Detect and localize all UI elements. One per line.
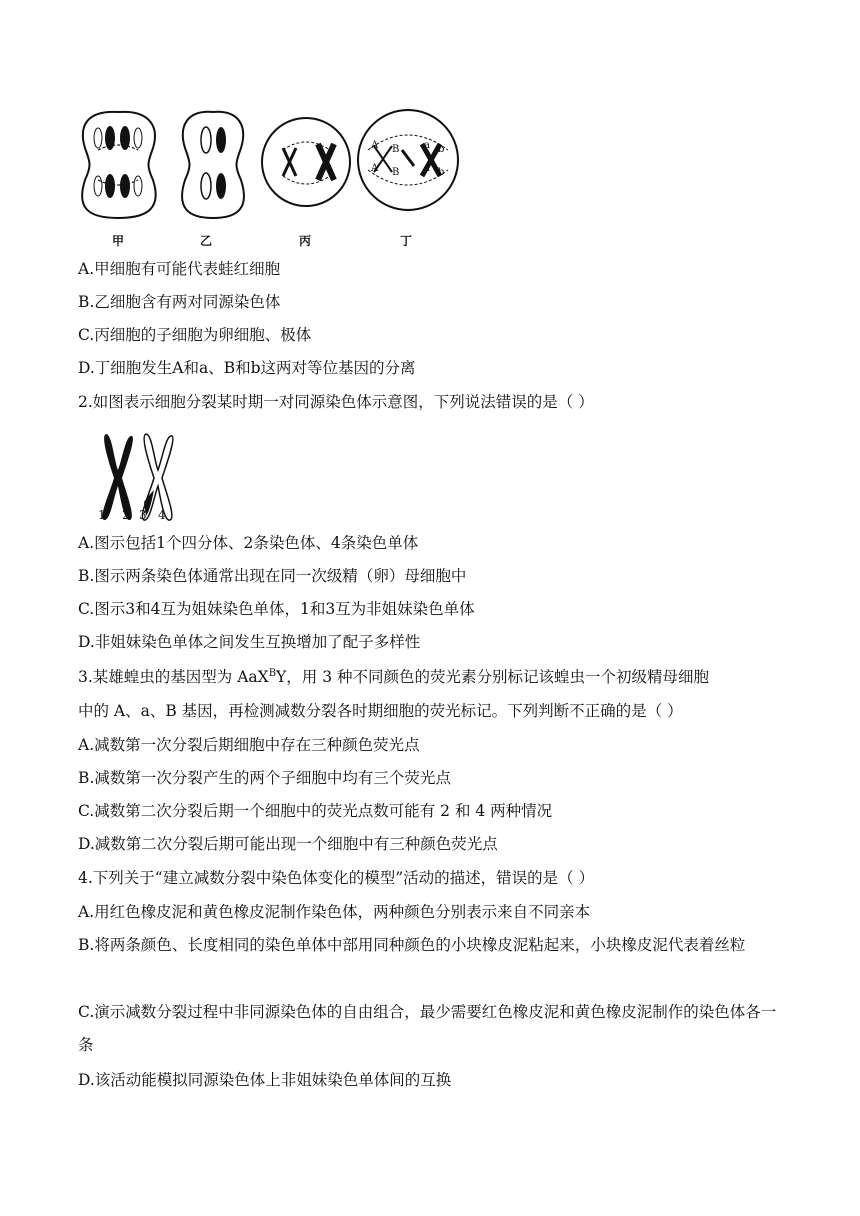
chrom-label-1: 1 bbox=[98, 508, 106, 522]
q2-option-b: B.图示两条染色体通常出现在同一次级精（卵）母细胞中 bbox=[78, 567, 467, 585]
label-bing: 丙 bbox=[299, 234, 312, 248]
gene-label: B bbox=[392, 144, 400, 155]
q3-option-c: C.减数第二次分裂后期一个细胞中的荧光点数可能有 2 和 4 两种情况 bbox=[78, 802, 553, 820]
q1-option-a: A.甲细胞有可能代表蛙红细胞 bbox=[78, 260, 281, 278]
label-yi: 乙 bbox=[200, 234, 213, 248]
q3-option-b: B.减数第一次分裂产生的两个子细胞中均有三个荧光点 bbox=[78, 769, 451, 787]
cell-bing bbox=[262, 118, 350, 206]
q2-stem: 2.如图表示细胞分裂某时期一对同源染色体示意图，下列说法错误的是（ ） bbox=[78, 393, 594, 411]
gene-label: A bbox=[371, 140, 379, 151]
gene-label: b bbox=[438, 144, 445, 155]
gene-label: a bbox=[424, 140, 430, 151]
q2-option-d: D.非姐妹染色单体之间发生互换增加了配子多样性 bbox=[78, 633, 421, 651]
label-ding: 丁 bbox=[400, 234, 413, 248]
label-jia: 甲 bbox=[112, 234, 125, 248]
q2-option-a: A.图示包括1个四分体、2条染色体、4条染色单体 bbox=[78, 534, 419, 552]
q4-option-d: D.该活动能模拟同源染色体上非姐妹染色单体间的互换 bbox=[78, 1071, 452, 1089]
q3-stem-line1 bbox=[78, 666, 778, 688]
q3-option-d: D.减数第二次分裂后期可能出现一个细胞中有三种颜色荧光点 bbox=[78, 835, 498, 853]
gene-label: A bbox=[371, 163, 379, 174]
q3-option-a: A.减数第一次分裂后期细胞中存在三种颜色荧光点 bbox=[78, 736, 420, 754]
chrom-label-2: 2 bbox=[122, 508, 130, 522]
cell-yi bbox=[182, 112, 244, 218]
q3-stem-pre: 3.某雄蝗虫的基因型为 AaX bbox=[78, 668, 269, 686]
q4-option-a: A.用红色橡皮泥和黄色橡皮泥制作染色体，两种颜色分别表示来自不同亲本 bbox=[78, 903, 591, 921]
cell-division-figure bbox=[78, 100, 478, 250]
gene-label: b bbox=[438, 167, 445, 178]
q3-stem-sup: B bbox=[268, 667, 277, 679]
q2-option-c: C.图示3和4互为姐妹染色单体，1和3互为非姐妹染色单体 bbox=[78, 600, 475, 618]
q3-stem-line2: 中的 A、a、B 基因，再检测减数分裂各时期细胞的荧光标记。下列判断不正确的是（ ） bbox=[78, 702, 683, 720]
q1-option-d: D.丁细胞发生A和a、B和b这两对等位基因的分离 bbox=[78, 359, 416, 377]
chrom-label-3: 3 bbox=[139, 508, 147, 522]
gene-label: B bbox=[392, 167, 400, 178]
q4-option-c: C.演示减数分裂过程中非同源染色体的自由组合，最少需要红色橡皮泥和黄色橡皮泥制作的染色体各一条 bbox=[78, 1003, 777, 1054]
chrom-label-4: 4 bbox=[158, 508, 166, 522]
q1-option-b: B.乙细胞含有两对同源染色体 bbox=[78, 293, 281, 311]
gene-label: a bbox=[424, 163, 430, 174]
q4-stem: 4.下列关于“建立减数分裂中染色体变化的模型”活动的描述，错误的是（ ） bbox=[78, 869, 595, 887]
cell-jia bbox=[82, 112, 156, 218]
q1-option-c: C.丙细胞的子细胞为卵细胞、极体 bbox=[78, 326, 312, 344]
q3-stem-post: Y，用 3 种不同颜色的荧光素分别标记该蝗虫一个初级精母细胞 bbox=[276, 668, 709, 686]
q4-option-b: B.将两条颜色、长度相同的染色单体中部用同种颜色的小块橡皮泥粘起来，小块橡皮泥代表着丝粒 bbox=[78, 936, 746, 954]
